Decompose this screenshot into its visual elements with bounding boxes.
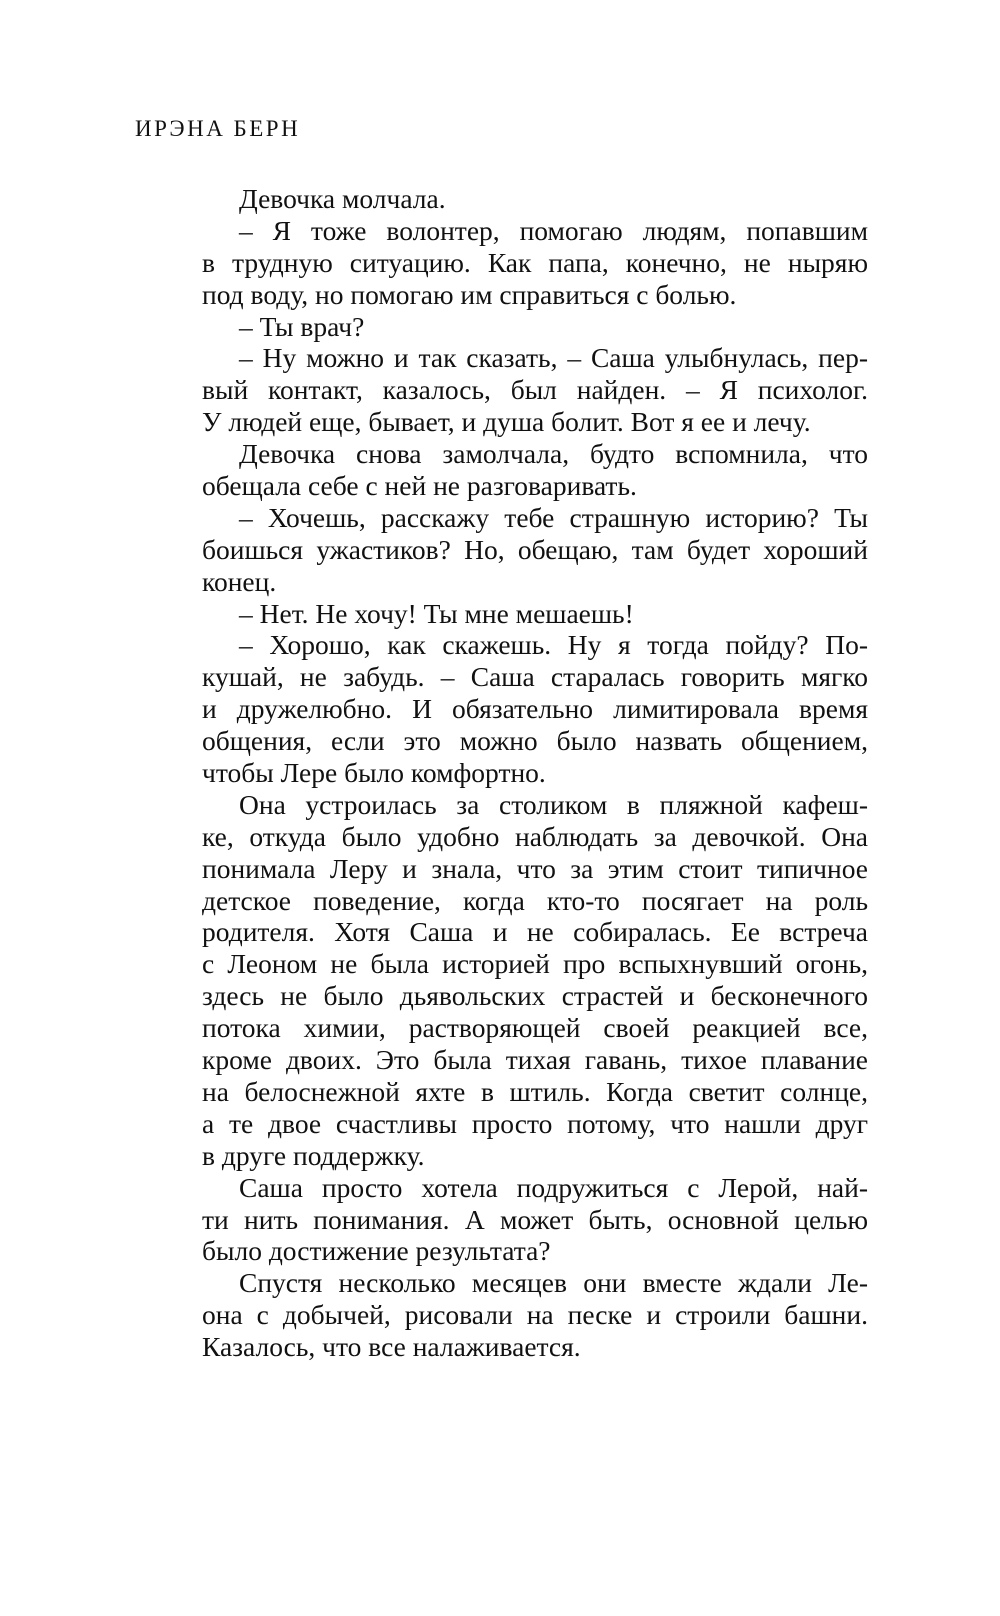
text-line: и дружелюбно. И обязательно лимитировала время bbox=[202, 693, 868, 725]
text-line: с Леоном не была историей про вспыхнувший огонь, bbox=[202, 948, 868, 980]
text-line: – Нет. Не хочу! Ты мне мешаешь! bbox=[239, 597, 634, 629]
text-line: Девочка снова замолчала, будто вспомнила, что bbox=[239, 438, 868, 470]
text-line: – Ты врач? bbox=[239, 310, 365, 342]
text-line: кушай, не забудь. – Саша старалась говорить мягко bbox=[202, 661, 868, 693]
text-line: – Хорошо, как скажешь. Ну я тогда пойду? По- bbox=[239, 629, 868, 661]
text-line: вый контакт, казалось, был найден. – Я психолог. bbox=[202, 374, 868, 406]
text-line: общения, если это можно было назвать общением, bbox=[202, 725, 868, 757]
text-line: родителя. Хотя Саша и не собиралась. Ее встреча bbox=[202, 916, 868, 948]
text-line: Саша просто хотела подружиться с Лерой, най- bbox=[239, 1171, 868, 1203]
text-line: Она устроилась за столиком в пляжной кафеш- bbox=[239, 788, 868, 820]
text-line: а те двое счастливы просто потому, что нашли друг bbox=[202, 1107, 868, 1139]
text-line: здесь не было дьявольских страстей и бесконечного bbox=[202, 980, 868, 1012]
text-line: было достижение результата? bbox=[202, 1235, 551, 1267]
running-head-author: ИРЭНА БЕРН bbox=[135, 116, 301, 141]
text-line: – Я тоже волонтер, помогаю людям, попавшим bbox=[239, 214, 868, 246]
text-line: на белоснежной яхте в штиль. Когда светит солнце, bbox=[202, 1075, 868, 1107]
text-line: ти нить понимания. А может быть, основной целью bbox=[202, 1203, 868, 1235]
page-body-text bbox=[202, 183, 868, 1363]
text-line: детское поведение, когда кто-то посягает на роль bbox=[202, 884, 868, 916]
text-line: Спустя несколько месяцев они вместе ждали Ле- bbox=[239, 1267, 868, 1299]
text-line: в трудную ситуацию. Как папа, конечно, не ныряю bbox=[202, 246, 868, 278]
text-line: Казалось, что все налаживается. bbox=[202, 1331, 581, 1363]
text-line: кроме двоих. Это была тихая гавань, тихое плавание bbox=[202, 1044, 868, 1076]
text-line: – Хочешь, расскажу тебе страшную историю? Ты bbox=[239, 501, 868, 533]
text-line: конец. bbox=[202, 565, 277, 597]
text-line: она с добычей, рисовали на песке и строили башни. bbox=[202, 1299, 868, 1331]
text-line: – Ну можно и так сказать, – Саша улыбнулась, пер- bbox=[239, 342, 868, 374]
text-line: ке, откуда было удобно наблюдать за девочкой. Она bbox=[202, 820, 868, 852]
text-line: У людей еще, бывает, и душа болит. Вот я ее и лечу. bbox=[202, 406, 811, 438]
text-line: обещала себе с ней не разговаривать. bbox=[202, 470, 637, 502]
text-line: потока химии, растворяющей своей реакцией все, bbox=[202, 1012, 868, 1044]
text-line: понимала Леру и знала, что за этим стоит типичное bbox=[202, 852, 868, 884]
text-line: Девочка молчала. bbox=[239, 183, 446, 214]
text-line: боишься ужастиков? Но, обещаю, там будет хороший bbox=[202, 533, 868, 565]
text-line: чтобы Лере было комфортно. bbox=[202, 757, 546, 789]
text-line: в друге поддержку. bbox=[202, 1139, 425, 1171]
text-line: под воду, но помогаю им справиться с болью. bbox=[202, 278, 737, 310]
